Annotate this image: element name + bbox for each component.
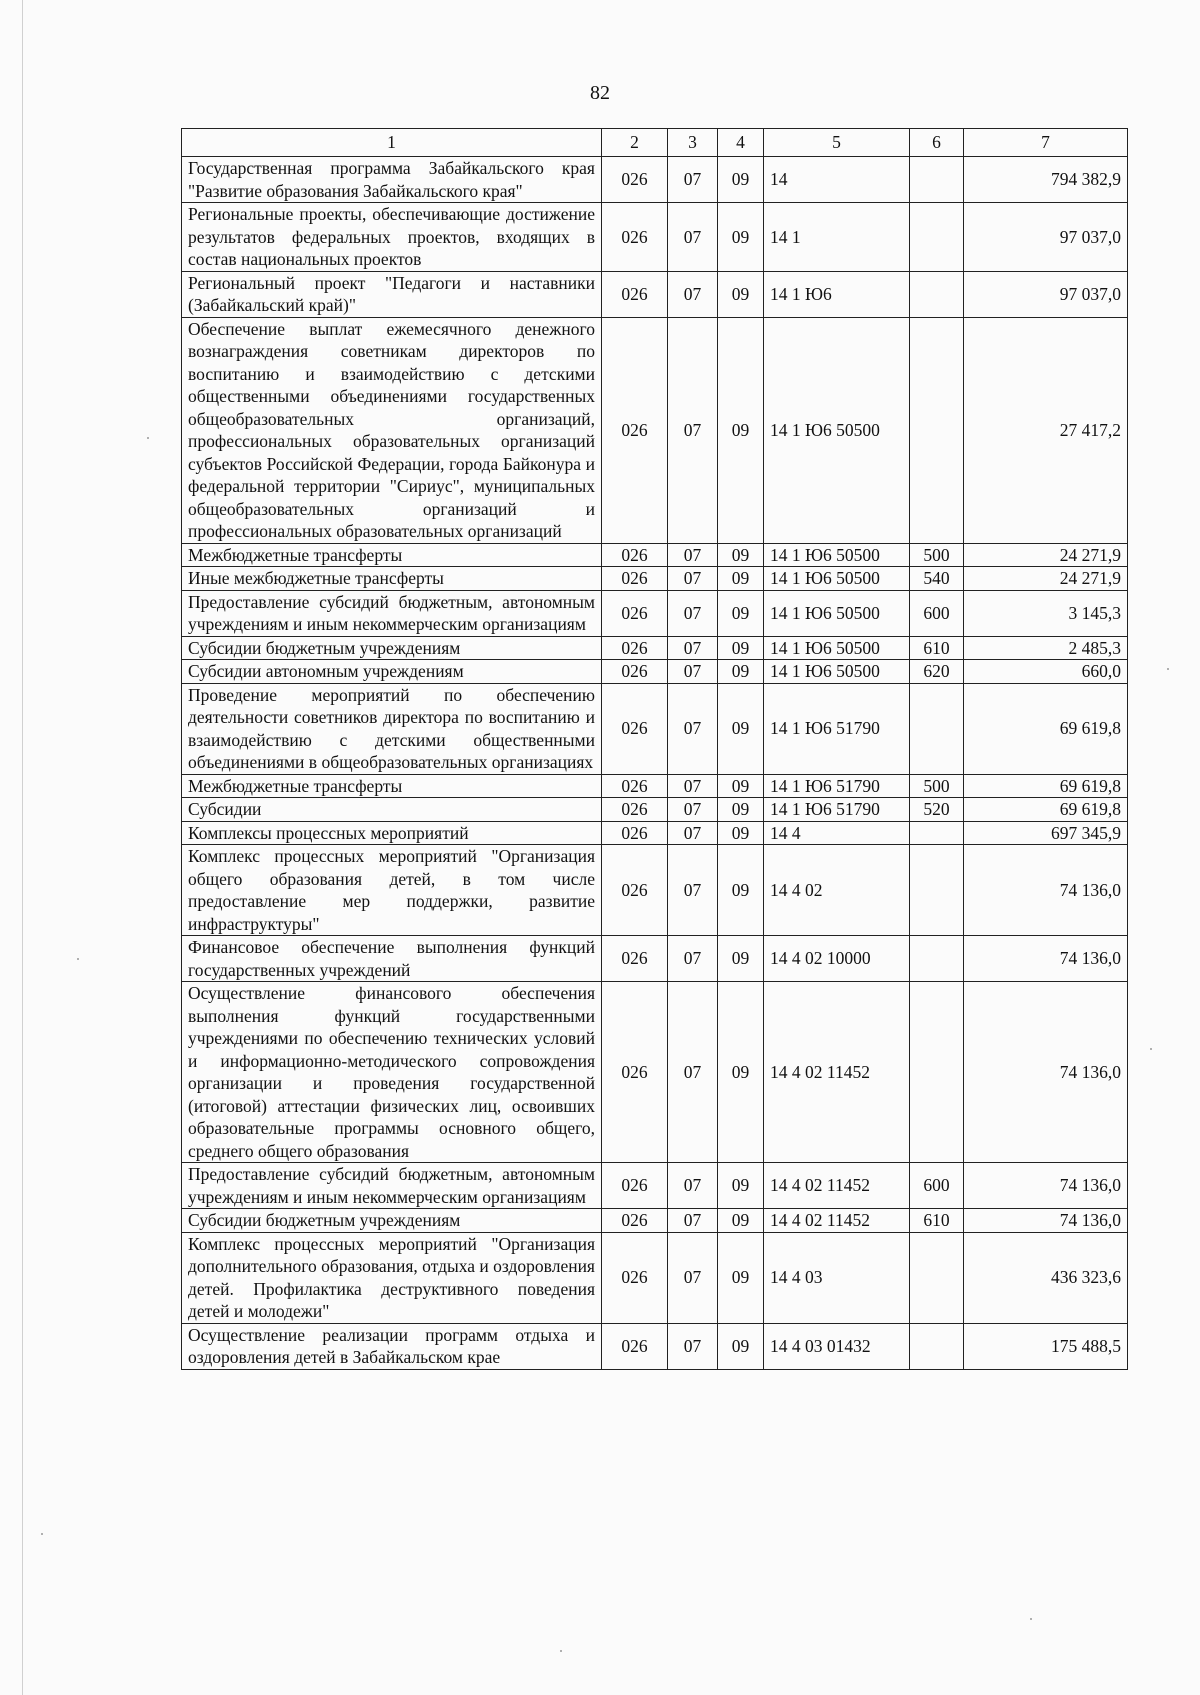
section-code: 07 bbox=[668, 774, 718, 798]
amount: 74 136,0 bbox=[964, 1209, 1128, 1233]
subsection-code: 09 bbox=[718, 567, 764, 591]
table-row bbox=[182, 774, 1128, 798]
expense-type bbox=[910, 157, 964, 203]
amount: 97 037,0 bbox=[964, 203, 1128, 272]
ministry-code: 026 bbox=[602, 982, 668, 1163]
expense-type bbox=[910, 271, 964, 317]
target-article: 14 4 03 bbox=[764, 1232, 910, 1323]
table-row bbox=[182, 317, 1128, 543]
amount: 24 271,9 bbox=[964, 543, 1128, 567]
table-row bbox=[182, 1323, 1128, 1369]
row-name: Комплексы процессных мероприятий bbox=[182, 821, 602, 845]
amount: 24 271,9 bbox=[964, 567, 1128, 591]
row-name: Субсидии bbox=[182, 798, 602, 822]
amount: 74 136,0 bbox=[964, 1163, 1128, 1209]
table-row bbox=[182, 543, 1128, 567]
table-row bbox=[182, 798, 1128, 822]
subsection-code: 09 bbox=[718, 317, 764, 543]
expense-type bbox=[910, 203, 964, 272]
ministry-code: 026 bbox=[602, 636, 668, 660]
target-article: 14 1 Ю6 50500 bbox=[764, 590, 910, 636]
scan-speck bbox=[1167, 668, 1169, 670]
target-article: 14 1 Ю6 50500 bbox=[764, 636, 910, 660]
amount: 97 037,0 bbox=[964, 271, 1128, 317]
section-code: 07 bbox=[668, 543, 718, 567]
target-article: 14 bbox=[764, 157, 910, 203]
amount: 697 345,9 bbox=[964, 821, 1128, 845]
target-article: 14 4 bbox=[764, 821, 910, 845]
section-code: 07 bbox=[668, 660, 718, 684]
subsection-code: 09 bbox=[718, 660, 764, 684]
row-name: Обеспечение выплат ежемесячного денежного вознаграждения советникам директоров по воспитанию и взаимодействию с детскими общественными объединениями государственных общеобразовательных организаций, профессиональных образовательных организаций субъектов Российской Федерации, города Байконура и федеральной территории "Сириус", муниципальных общеобразовательных организаций и профессиональных образовательных организаций bbox=[182, 317, 602, 543]
header-col-4: 4 bbox=[718, 129, 764, 157]
expense-type bbox=[910, 936, 964, 982]
row-name: Осуществление реализации программ отдыха и оздоровления детей в Забайкальском крае bbox=[182, 1323, 602, 1369]
scan-speck bbox=[147, 437, 149, 439]
ministry-code: 026 bbox=[602, 1323, 668, 1369]
expense-type: 610 bbox=[910, 1209, 964, 1233]
row-name: Субсидии бюджетным учреждениям bbox=[182, 636, 602, 660]
table-row bbox=[182, 1209, 1128, 1233]
target-article: 14 1 Ю6 50500 bbox=[764, 317, 910, 543]
amount: 74 136,0 bbox=[964, 936, 1128, 982]
section-code: 07 bbox=[668, 203, 718, 272]
target-article: 14 4 02 11452 bbox=[764, 1163, 910, 1209]
amount: 74 136,0 bbox=[964, 845, 1128, 936]
section-code: 07 bbox=[668, 567, 718, 591]
table-row bbox=[182, 821, 1128, 845]
subsection-code: 09 bbox=[718, 636, 764, 660]
subsection-code: 09 bbox=[718, 936, 764, 982]
ministry-code: 026 bbox=[602, 590, 668, 636]
amount: 74 136,0 bbox=[964, 982, 1128, 1163]
expense-type bbox=[910, 317, 964, 543]
ministry-code: 026 bbox=[602, 821, 668, 845]
target-article: 14 4 02 bbox=[764, 845, 910, 936]
section-code: 07 bbox=[668, 798, 718, 822]
table-row bbox=[182, 636, 1128, 660]
row-name: Финансовое обеспечение выполнения функций государственных учреждений bbox=[182, 936, 602, 982]
ministry-code: 026 bbox=[602, 157, 668, 203]
row-name: Комплекс процессных мероприятий "Организация общего образования детей, в том числе предоставление мер поддержки, развитие инфраструктуры" bbox=[182, 845, 602, 936]
subsection-code: 09 bbox=[718, 683, 764, 774]
header-col-7: 7 bbox=[964, 129, 1128, 157]
subsection-code: 09 bbox=[718, 543, 764, 567]
target-article: 14 1 Ю6 bbox=[764, 271, 910, 317]
expense-type bbox=[910, 683, 964, 774]
ministry-code: 026 bbox=[602, 798, 668, 822]
table-row bbox=[182, 590, 1128, 636]
header-col-3: 3 bbox=[668, 129, 718, 157]
target-article: 14 4 02 11452 bbox=[764, 1209, 910, 1233]
expense-type bbox=[910, 821, 964, 845]
section-code: 07 bbox=[668, 845, 718, 936]
table-row bbox=[182, 1232, 1128, 1323]
budget-table bbox=[181, 128, 1128, 1370]
subsection-code: 09 bbox=[718, 798, 764, 822]
target-article: 14 4 02 10000 bbox=[764, 936, 910, 982]
row-name: Предоставление субсидий бюджетным, автономным учреждениям и иным некоммерческим организациям bbox=[182, 590, 602, 636]
section-code: 07 bbox=[668, 936, 718, 982]
section-code: 07 bbox=[668, 821, 718, 845]
row-name: Субсидии автономным учреждениям bbox=[182, 660, 602, 684]
row-name: Межбюджетные трансферты bbox=[182, 774, 602, 798]
amount: 69 619,8 bbox=[964, 774, 1128, 798]
table-row bbox=[182, 567, 1128, 591]
table-row bbox=[182, 982, 1128, 1163]
ministry-code: 026 bbox=[602, 1163, 668, 1209]
section-code: 07 bbox=[668, 1209, 718, 1233]
target-article: 14 1 Ю6 50500 bbox=[764, 567, 910, 591]
target-article: 14 1 Ю6 51790 bbox=[764, 798, 910, 822]
table-row bbox=[182, 1163, 1128, 1209]
amount: 69 619,8 bbox=[964, 683, 1128, 774]
row-name: Межбюджетные трансферты bbox=[182, 543, 602, 567]
expense-type: 520 bbox=[910, 798, 964, 822]
scan-speck bbox=[41, 1533, 43, 1535]
ministry-code: 026 bbox=[602, 567, 668, 591]
amount: 660,0 bbox=[964, 660, 1128, 684]
ministry-code: 026 bbox=[602, 660, 668, 684]
ministry-code: 026 bbox=[602, 774, 668, 798]
amount: 2 485,3 bbox=[964, 636, 1128, 660]
expense-type: 610 bbox=[910, 636, 964, 660]
target-article: 14 1 Ю6 50500 bbox=[764, 543, 910, 567]
ministry-code: 026 bbox=[602, 271, 668, 317]
table-row bbox=[182, 157, 1128, 203]
header-col-5: 5 bbox=[764, 129, 910, 157]
ministry-code: 026 bbox=[602, 1232, 668, 1323]
scan-speck bbox=[77, 958, 79, 960]
row-name: Осуществление финансового обеспечения выполнения функций государственными учреждениями по обеспечению технических условий и информационно-методического сопровождения организации и проведения государственной (итоговой) аттестации физических лиц, освоивших образовательные программы основного общего, среднего общего образования bbox=[182, 982, 602, 1163]
ministry-code: 026 bbox=[602, 845, 668, 936]
subsection-code: 09 bbox=[718, 1209, 764, 1233]
table-row bbox=[182, 845, 1128, 936]
subsection-code: 09 bbox=[718, 590, 764, 636]
row-name: Региональные проекты, обеспечивающие достижение результатов федеральных проектов, входящих в состав национальных проектов bbox=[182, 203, 602, 272]
row-name: Иные межбюджетные трансферты bbox=[182, 567, 602, 591]
row-name: Государственная программа Забайкальского края "Развитие образования Забайкальского края" bbox=[182, 157, 602, 203]
ministry-code: 026 bbox=[602, 1209, 668, 1233]
row-name: Проведение мероприятий по обеспечению деятельности советников директора по воспитанию и взаимодействию с детскими общественными объединениями в общеобразовательных организациях bbox=[182, 683, 602, 774]
section-code: 07 bbox=[668, 271, 718, 317]
ministry-code: 026 bbox=[602, 543, 668, 567]
ministry-code: 026 bbox=[602, 683, 668, 774]
table-row bbox=[182, 660, 1128, 684]
page-number: 82 bbox=[590, 82, 610, 104]
subsection-code: 09 bbox=[718, 1232, 764, 1323]
row-name: Региональный проект "Педагоги и наставники (Забайкальский край)" bbox=[182, 271, 602, 317]
row-name: Комплекс процессных мероприятий "Организация дополнительного образования, отдыха и оздоровления детей. Профилактика деструктивного поведения детей и молодежи" bbox=[182, 1232, 602, 1323]
header-col-2: 2 bbox=[602, 129, 668, 157]
section-code: 07 bbox=[668, 157, 718, 203]
subsection-code: 09 bbox=[718, 271, 764, 317]
scan-edge-line bbox=[22, 0, 23, 1695]
section-code: 07 bbox=[668, 1163, 718, 1209]
expense-type: 600 bbox=[910, 590, 964, 636]
target-article: 14 4 02 11452 bbox=[764, 982, 910, 1163]
table-row bbox=[182, 683, 1128, 774]
subsection-code: 09 bbox=[718, 774, 764, 798]
target-article: 14 1 bbox=[764, 203, 910, 272]
subsection-code: 09 bbox=[718, 845, 764, 936]
expense-type: 600 bbox=[910, 1163, 964, 1209]
expense-type: 540 bbox=[910, 567, 964, 591]
expense-type bbox=[910, 1323, 964, 1369]
section-code: 07 bbox=[668, 590, 718, 636]
section-code: 07 bbox=[668, 982, 718, 1163]
table-row bbox=[182, 271, 1128, 317]
ministry-code: 026 bbox=[602, 203, 668, 272]
subsection-code: 09 bbox=[718, 157, 764, 203]
amount: 69 619,8 bbox=[964, 798, 1128, 822]
expense-type bbox=[910, 845, 964, 936]
table-row bbox=[182, 203, 1128, 272]
subsection-code: 09 bbox=[718, 203, 764, 272]
expense-type: 620 bbox=[910, 660, 964, 684]
target-article: 14 1 Ю6 50500 bbox=[764, 660, 910, 684]
section-code: 07 bbox=[668, 1232, 718, 1323]
header-col-1: 1 bbox=[182, 129, 602, 157]
section-code: 07 bbox=[668, 1323, 718, 1369]
scan-speck bbox=[1150, 1048, 1152, 1050]
target-article: 14 1 Ю6 51790 bbox=[764, 683, 910, 774]
section-code: 07 bbox=[668, 317, 718, 543]
subsection-code: 09 bbox=[718, 821, 764, 845]
subsection-code: 09 bbox=[718, 1163, 764, 1209]
table-row bbox=[182, 936, 1128, 982]
ministry-code: 026 bbox=[602, 317, 668, 543]
scan-speck bbox=[1030, 1618, 1032, 1620]
section-code: 07 bbox=[668, 636, 718, 660]
amount: 175 488,5 bbox=[964, 1323, 1128, 1369]
amount: 794 382,9 bbox=[964, 157, 1128, 203]
header-col-6: 6 bbox=[910, 129, 964, 157]
amount: 27 417,2 bbox=[964, 317, 1128, 543]
expense-type bbox=[910, 1232, 964, 1323]
scan-speck bbox=[560, 1650, 562, 1652]
ministry-code: 026 bbox=[602, 936, 668, 982]
table-header-row bbox=[182, 129, 1128, 157]
target-article: 14 1 Ю6 51790 bbox=[764, 774, 910, 798]
expense-type: 500 bbox=[910, 543, 964, 567]
section-code: 07 bbox=[668, 683, 718, 774]
expense-type: 500 bbox=[910, 774, 964, 798]
target-article: 14 4 03 01432 bbox=[764, 1323, 910, 1369]
subsection-code: 09 bbox=[718, 1323, 764, 1369]
amount: 436 323,6 bbox=[964, 1232, 1128, 1323]
expense-type bbox=[910, 982, 964, 1163]
row-name: Предоставление субсидий бюджетным, автономным учреждениям и иным некоммерческим организациям bbox=[182, 1163, 602, 1209]
subsection-code: 09 bbox=[718, 982, 764, 1163]
row-name: Субсидии бюджетным учреждениям bbox=[182, 1209, 602, 1233]
amount: 3 145,3 bbox=[964, 590, 1128, 636]
